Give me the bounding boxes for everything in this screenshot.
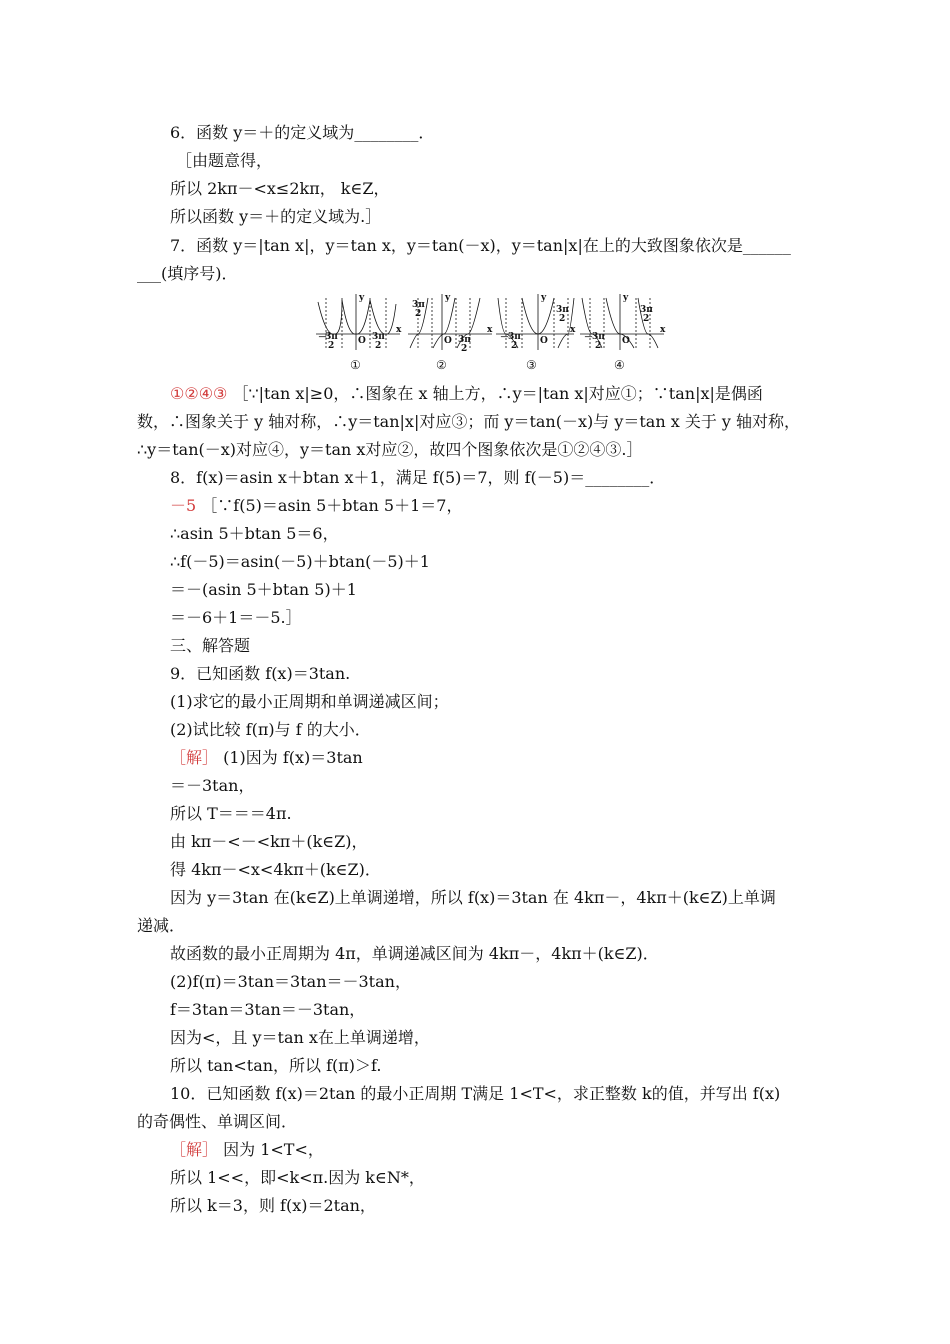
q8-prompt-text: 8．f(x)＝asin x＋btan x＋1，满足 f(5)＝7，则 f(－5)＝ bbox=[170, 468, 586, 487]
figure-label-4: ④ bbox=[614, 358, 625, 372]
tick-p3-neg-minus: － bbox=[500, 333, 510, 343]
q9-solution-tag: ［解］ bbox=[170, 748, 219, 767]
q8-blank: ________ bbox=[585, 468, 650, 487]
q9-solution-line-6: 因为 y＝3tan 在(k∈Z)上单调递增，所以 f(x)＝3tan 在 4kπ－，4kπ＋(k∈Z)上单调 bbox=[170, 888, 776, 907]
q8-solution-line-4: ＝－(asin 5＋btan 5)＋1 bbox=[170, 580, 357, 599]
tick-p3-neg-den: 2 bbox=[511, 341, 518, 351]
tick-p1-pos-den: 2 bbox=[375, 341, 382, 351]
tick-p4-neg-minus: － bbox=[584, 333, 594, 343]
tangent-graphs-svg bbox=[312, 290, 672, 372]
q7-prompt-line-2: ___(填序号)． bbox=[137, 264, 238, 283]
tick-p1-pos-num: 3π bbox=[372, 332, 385, 342]
q7-solution-text-1: ［∵|tan x|≥0，∴图象在 x 轴上方，∴y＝|tan x|对应①；∵tan|x|是偶函 bbox=[227, 384, 763, 403]
q8-solution-line-2: ∴asin 5＋btan 5＝6， bbox=[170, 524, 339, 543]
q9-solution-line-2: ＝－3tan， bbox=[170, 776, 255, 795]
tick-p2-pos-den: 2 bbox=[461, 344, 468, 354]
q8-prompt bbox=[170, 468, 665, 488]
figure-label-2: ② bbox=[436, 358, 447, 372]
panel1-y-label: y bbox=[359, 293, 365, 303]
q7-solution-line-1 bbox=[170, 384, 763, 404]
tick-p3-neg-num: 3π bbox=[508, 332, 521, 342]
panel3-x-label: x bbox=[570, 325, 576, 335]
q9-solution-text-1: (1)因为 f(x)＝3tan bbox=[218, 748, 363, 767]
tick-p4-neg-den: 2 bbox=[595, 341, 602, 351]
q9-solution-line-11: 因为<，且 y＝tan x在上单调递增， bbox=[170, 1028, 430, 1047]
q8-solution-line-5: ＝－6＋1＝－5.］ bbox=[170, 608, 302, 627]
panel2-origin-label: O bbox=[444, 336, 452, 346]
q9-solution-line-5: 得 4kπ－<x<4kπ＋(k∈Z)． bbox=[170, 860, 381, 879]
panel4-y-label: y bbox=[623, 293, 629, 303]
q9-prompt: 9．已知函数 f(x)＝3tan. bbox=[170, 664, 351, 683]
q9-solution-line-9: (2)f(π)＝3tan＝3tan＝－3tan， bbox=[170, 972, 411, 991]
tick-p2-neg-num: 3π bbox=[412, 300, 425, 310]
q9-part-1: (1)求它的最小正周期和单调递减区间； bbox=[170, 692, 449, 711]
panel3-y-label: y bbox=[541, 293, 547, 303]
q9-solution-line-8: 故函数的最小正周期为 4π，单调递减区间为 4kπ－，4kπ＋(k∈Z)． bbox=[170, 944, 659, 963]
figure-label-1: ① bbox=[350, 358, 361, 372]
panel1-x-label: x bbox=[396, 325, 402, 335]
panel1-origin-label: O bbox=[358, 336, 366, 346]
q8-solution-line-1 bbox=[170, 496, 462, 516]
panel4-origin-label: O bbox=[622, 336, 630, 346]
panel2-x-label: x bbox=[487, 325, 493, 335]
figure-label-3: ③ bbox=[526, 358, 537, 372]
q9-solution-line-10: f＝3tan＝3tan＝－3tan， bbox=[170, 1000, 366, 1019]
q9-solution-line-4: 由 kπ－<－<kπ＋(k∈Z)， bbox=[170, 832, 368, 851]
q9-solution-line-12: 所以 tan<tan，所以 f(π)＞f. bbox=[170, 1056, 382, 1075]
section-heading: 三、解答题 bbox=[170, 636, 251, 655]
tick-p1-neg-den: 2 bbox=[328, 341, 335, 351]
tick-p3-pos-num: 3π bbox=[556, 305, 569, 315]
tick-p4-pos-num: 3π bbox=[640, 305, 653, 315]
q10-solution-line-1 bbox=[170, 1140, 324, 1160]
q10-solution-tag: ［解］ bbox=[170, 1140, 219, 1159]
q9-solution-line-7: 递减． bbox=[137, 916, 186, 935]
tick-p3-pos-den: 2 bbox=[559, 314, 566, 324]
q8-solution-text-1: ［∵f(5)＝asin 5＋btan 5＋1＝7， bbox=[196, 496, 463, 515]
q6-solution-line-1: ［由题意得， bbox=[176, 151, 273, 170]
tangent-graphs-figure bbox=[312, 290, 672, 372]
q6-solution-line-2: 所以 2kπ－<x≤2kπ， k∈Z， bbox=[170, 179, 390, 198]
tick-p1-neg-minus: － bbox=[318, 333, 328, 343]
panel1-curve-a bbox=[318, 300, 342, 334]
q8-end: ． bbox=[649, 468, 666, 487]
q10-solution-text-1: 因为 1<T<， bbox=[218, 1140, 324, 1159]
q10-prompt-line-2: 的奇偶性、单调区间． bbox=[137, 1112, 298, 1131]
panel2-y-label: y bbox=[445, 293, 451, 303]
q6-prompt bbox=[170, 123, 434, 143]
q6-solution-line-3: 所以函数 y＝＋的定义域为.］ bbox=[170, 207, 382, 226]
q10-solution-line-3: 所以 k＝3，则 f(x)＝2tan， bbox=[170, 1196, 376, 1215]
q10-solution-line-2: 所以 1<<，即<k<π.因为 k∈N*， bbox=[170, 1168, 425, 1187]
q8-solution-line-3: ∴f(－5)＝asin(－5)＋btan(－5)＋1 bbox=[170, 552, 430, 571]
q7-solution-line-2: 数，∴图象关于 y 轴对称，∴y＝tan|x|对应③；而 y＝tan(－x)与 y＝tan x 关于 y 轴对称， bbox=[137, 412, 801, 431]
q6-blank: ________ bbox=[354, 123, 419, 142]
q9-solution-line-1 bbox=[170, 748, 363, 768]
tick-p4-neg-num: 3π bbox=[592, 332, 605, 342]
panel3-origin-label: O bbox=[540, 336, 548, 346]
tick-p2-neg-den: 2 bbox=[415, 309, 422, 319]
q7-solution-line-3: ∴y＝tan(－x)对应④，y＝tan x对应②，故四个图象依次是①②④③.］ bbox=[137, 440, 643, 459]
tick-p1-neg-num: 3π bbox=[325, 332, 338, 342]
q6-prompt-text: 6．函数 y＝＋的定义域为 bbox=[170, 123, 355, 142]
q6-end: ． bbox=[418, 123, 435, 142]
q7-prompt-line-1: 7．函数 y＝|tan x|，y＝tan x，y＝tan(－x)，y＝tan|x|在上的大致图象依次是______ bbox=[170, 236, 791, 255]
tick-p2-pos-num: 3π bbox=[458, 335, 471, 345]
panel4-x-label: x bbox=[660, 325, 666, 335]
q9-part-2: (2)试比较 f(π)与 f 的大小． bbox=[170, 720, 371, 739]
q8-answer: －5 bbox=[170, 496, 197, 515]
panel1-curve-c bbox=[370, 300, 396, 334]
q7-answer: ①②④③ bbox=[170, 384, 228, 403]
tick-p4-pos-den: 2 bbox=[643, 314, 650, 324]
q9-solution-line-3: 所以 T＝＝＝4π. bbox=[170, 804, 292, 823]
q10-prompt-line-1: 10．已知函数 f(x)＝2tan 的最小正周期 T满足 1<T<，求正整数 k的值，并写出 f(x) bbox=[170, 1084, 781, 1103]
